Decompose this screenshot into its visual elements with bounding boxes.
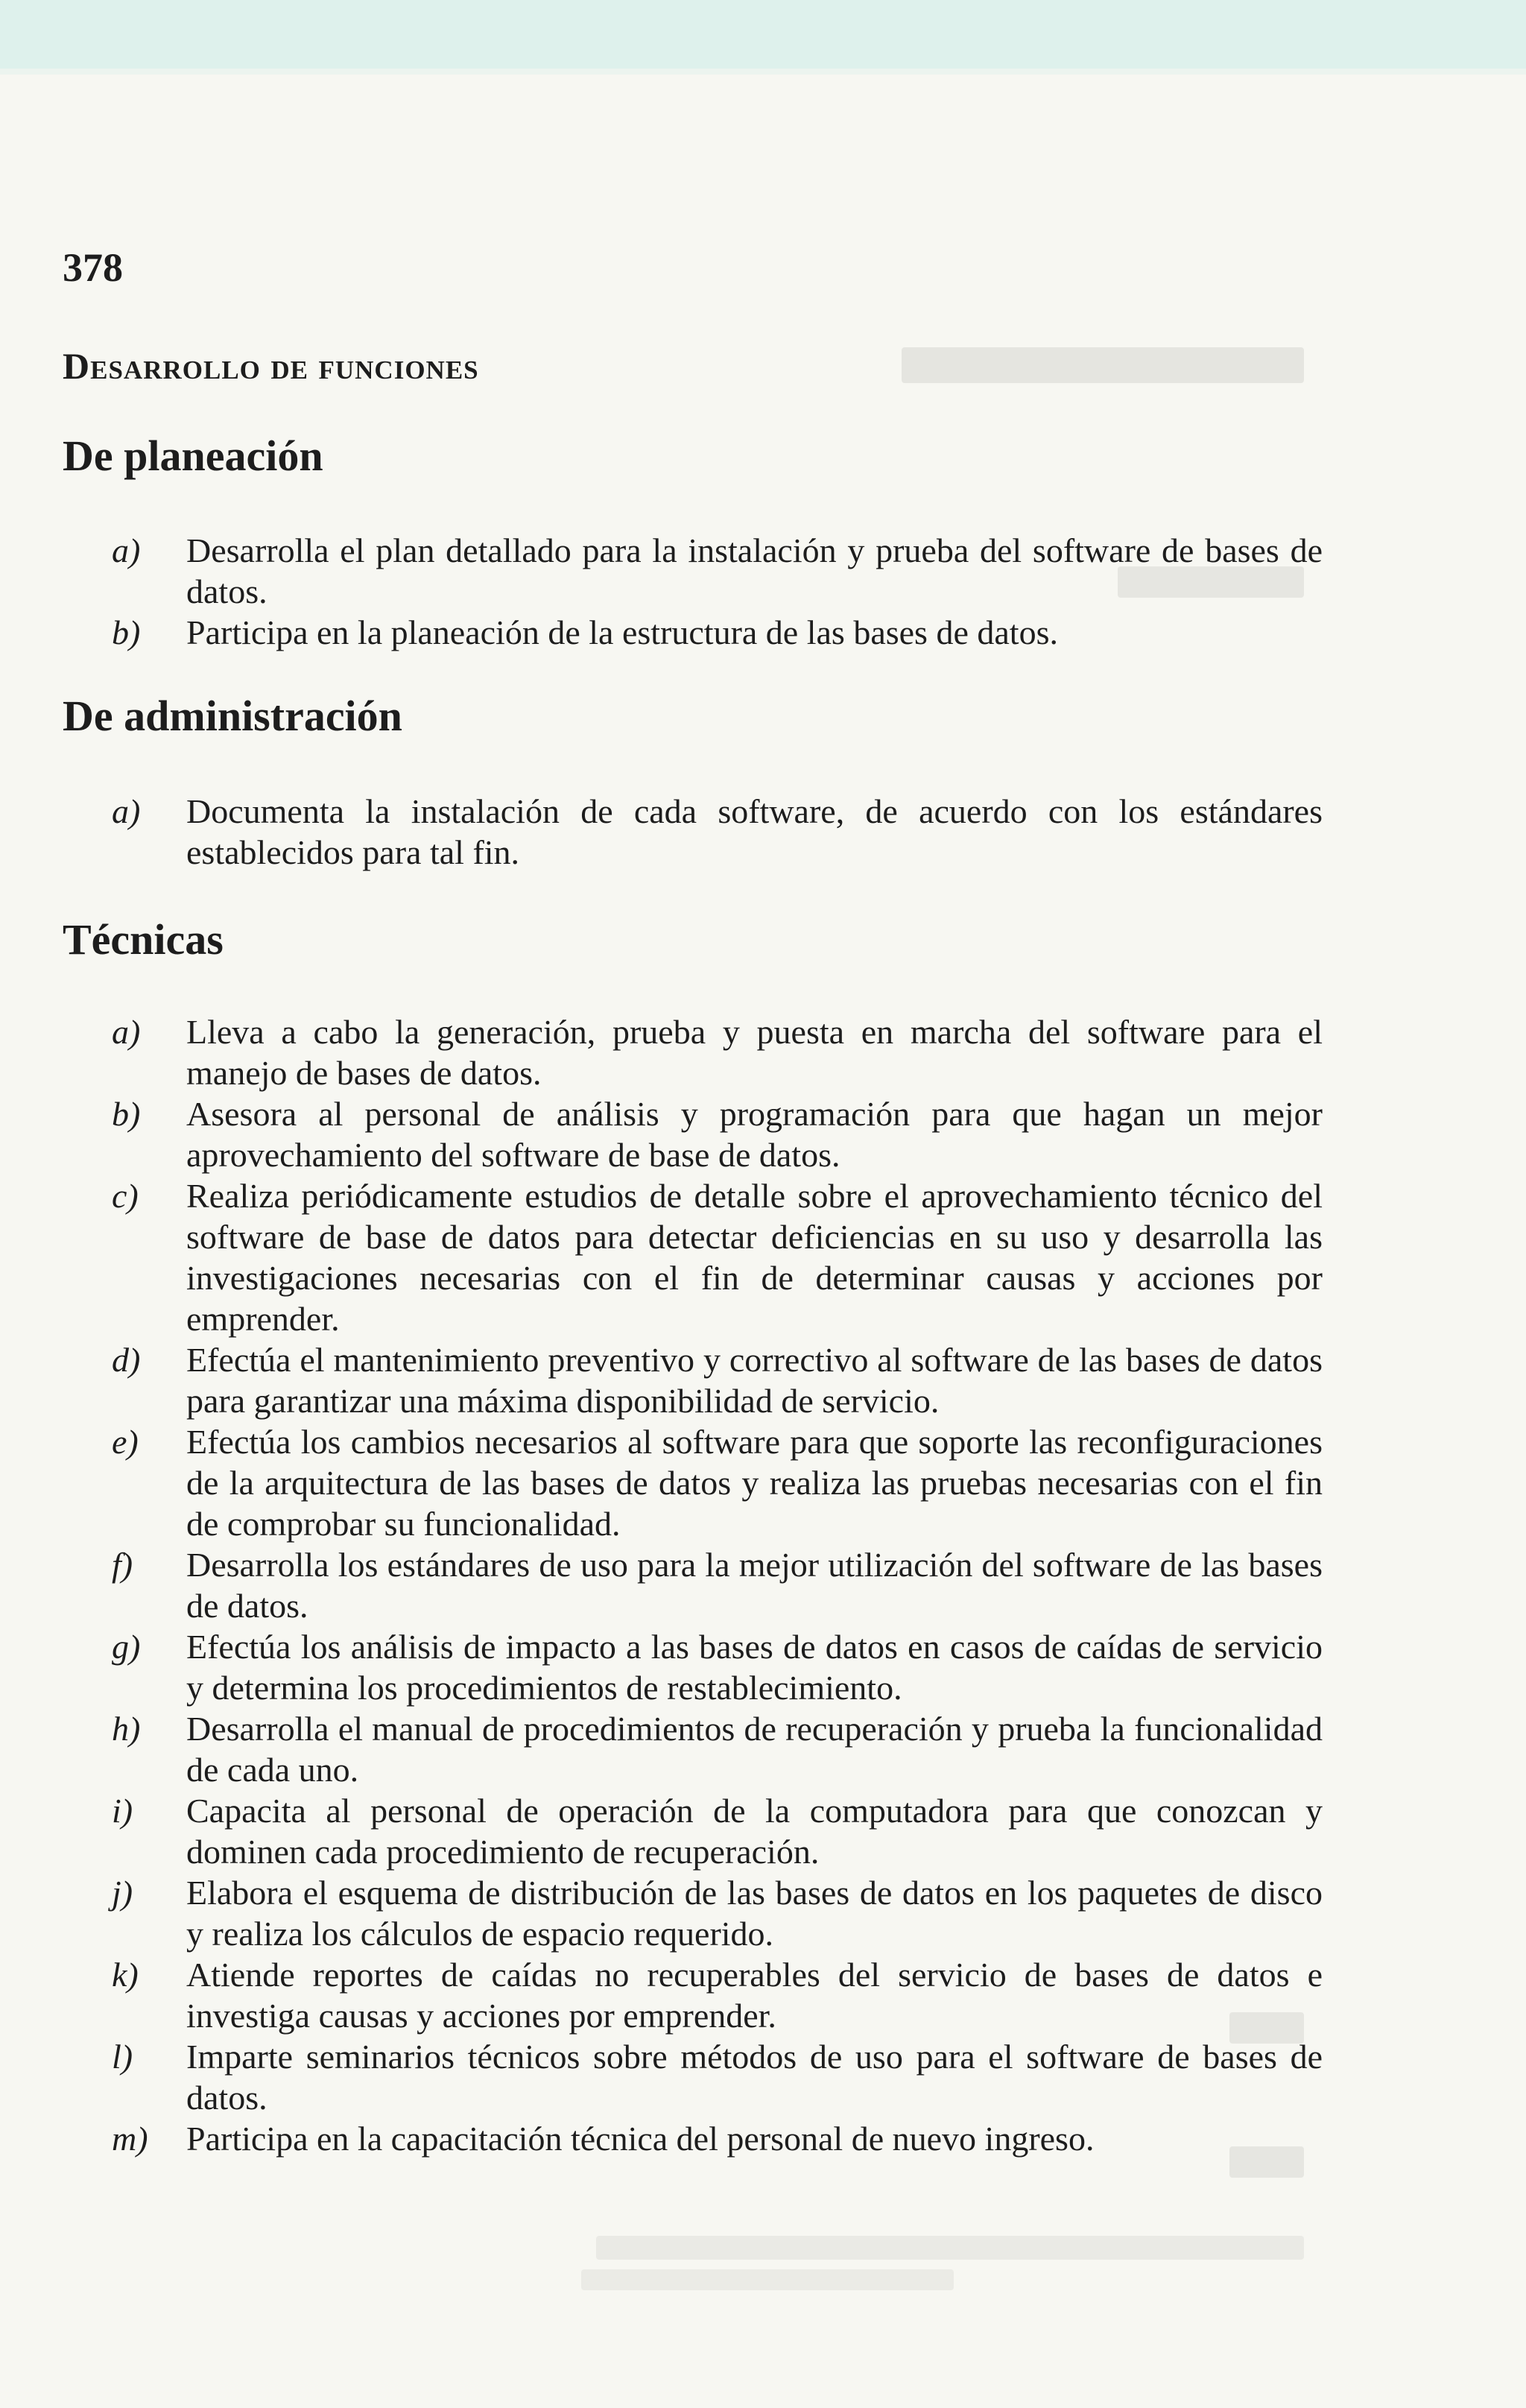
list-item-text: Participa en la planeación de la estructura de las bases de datos.	[186, 613, 1058, 651]
list-item-text: Atiende reportes de caídas no recuperables del servicio de bases de datos e investiga causas y acciones por emprender.	[186, 1956, 1323, 2035]
page-top-band-edge	[0, 69, 1526, 75]
list-item	[112, 791, 1323, 873]
list-item-text: Participa en la capacitación técnica del personal de nuevo ingreso.	[186, 2120, 1095, 2158]
running-head: Desarrollo de funciones	[63, 345, 479, 387]
list-item	[112, 1544, 1323, 1626]
list-item-marker: a)	[112, 792, 141, 830]
list-item-marker: a)	[112, 1013, 141, 1051]
list-item-text: Desarrolla el manual de procedimientos de recuperación y prueba la funcionalidad de cada uno.	[186, 1710, 1323, 1789]
list-item-text: Desarrolla el plan detallado para la instalación y prueba del software de bases de datos.	[186, 531, 1323, 610]
list-item-text: Lleva a cabo la generación, prueba y puesta en marcha del software para el manejo de bases de datos.	[186, 1013, 1323, 1092]
list-item	[112, 1093, 1323, 1175]
list-item-text: Efectúa los análisis de impacto a las bases de datos en casos de caídas de servicio y determina los procedimientos de restablecimiento.	[186, 1628, 1323, 1707]
list-item-marker: l)	[112, 2038, 133, 2076]
list-item	[112, 1175, 1323, 1339]
section-title-planeacion: De planeación	[63, 432, 323, 480]
list-item-marker: m)	[112, 2120, 148, 2158]
list-item-marker: e)	[112, 1423, 139, 1461]
list-item-marker: i)	[112, 1792, 133, 1830]
list-item	[112, 1872, 1323, 1954]
list-item-text: Efectúa los cambios necesarios al software para que soporte las reconfiguraciones de la arquitectura de las bases de datos y realiza las pruebas necesarias con el fin de comprobar su funcionalidad.	[186, 1423, 1323, 1543]
list-item	[112, 1011, 1323, 1093]
list-item-text: Realiza periódicamente estudios de detalle sobre el aprovechamiento técnico del software de base de datos para detectar deficiencias en su uso y desarrolla las investigaciones necesarias con el fin de determinar causas y acciones por emprender.	[186, 1177, 1323, 1338]
list-item-text: Imparte seminarios técnicos sobre métodos de uso para el software de bases de datos.	[186, 2038, 1323, 2117]
list-item-marker: b)	[112, 613, 141, 651]
list-item-text: Capacita al personal de operación de la computadora para que conozcan y dominen cada procedimiento de recuperación.	[186, 1792, 1323, 1871]
list-item	[112, 612, 1323, 653]
list-item	[112, 1339, 1323, 1421]
list-item	[112, 1954, 1323, 2036]
list-item-marker: k)	[112, 1956, 139, 1994]
show-through-heading	[902, 347, 1304, 383]
show-through-paragraph	[596, 2236, 1304, 2260]
list-item-marker: j)	[112, 1874, 133, 1912]
list-item	[112, 1790, 1323, 1872]
list-item-text: Asesora al personal de análisis y programación para que hagan un mejor aprovechamiento del software de base de datos.	[186, 1095, 1323, 1174]
section-title-administracion: De administración	[63, 692, 402, 740]
list-item-marker: b)	[112, 1095, 141, 1133]
page-top-band	[0, 0, 1526, 69]
list-item-marker: c)	[112, 1177, 139, 1215]
list-item-marker: g)	[112, 1628, 141, 1666]
list-item	[112, 1626, 1323, 1708]
list-item	[112, 530, 1323, 612]
list-item	[112, 2036, 1323, 2118]
list-item-marker: d)	[112, 1341, 141, 1379]
list-item	[112, 1708, 1323, 1790]
list-item	[112, 1421, 1323, 1544]
list-item-marker: f)	[112, 1546, 133, 1584]
list-item-marker: a)	[112, 531, 141, 569]
show-through-paragraph	[581, 2269, 954, 2290]
section-title-tecnicas: Técnicas	[63, 915, 224, 964]
page-number: 378	[63, 245, 123, 290]
list-item-text: Desarrolla los estándares de uso para la mejor utilización del software de las bases de datos.	[186, 1546, 1323, 1625]
list-item	[112, 2118, 1323, 2159]
list-item-text: Efectúa el mantenimiento preventivo y correctivo al software de las bases de datos para garantizar una máxima disponibilidad de servicio.	[186, 1341, 1323, 1420]
list-item-text: Elabora el esquema de distribución de las bases de datos en los paquetes de disco y realiza los cálculos de espacio requerido.	[186, 1874, 1323, 1953]
list-item-text: Documenta la instalación de cada software, de acuerdo con los estándares establecidos para tal fin.	[186, 792, 1323, 871]
list-item-marker: h)	[112, 1710, 141, 1748]
